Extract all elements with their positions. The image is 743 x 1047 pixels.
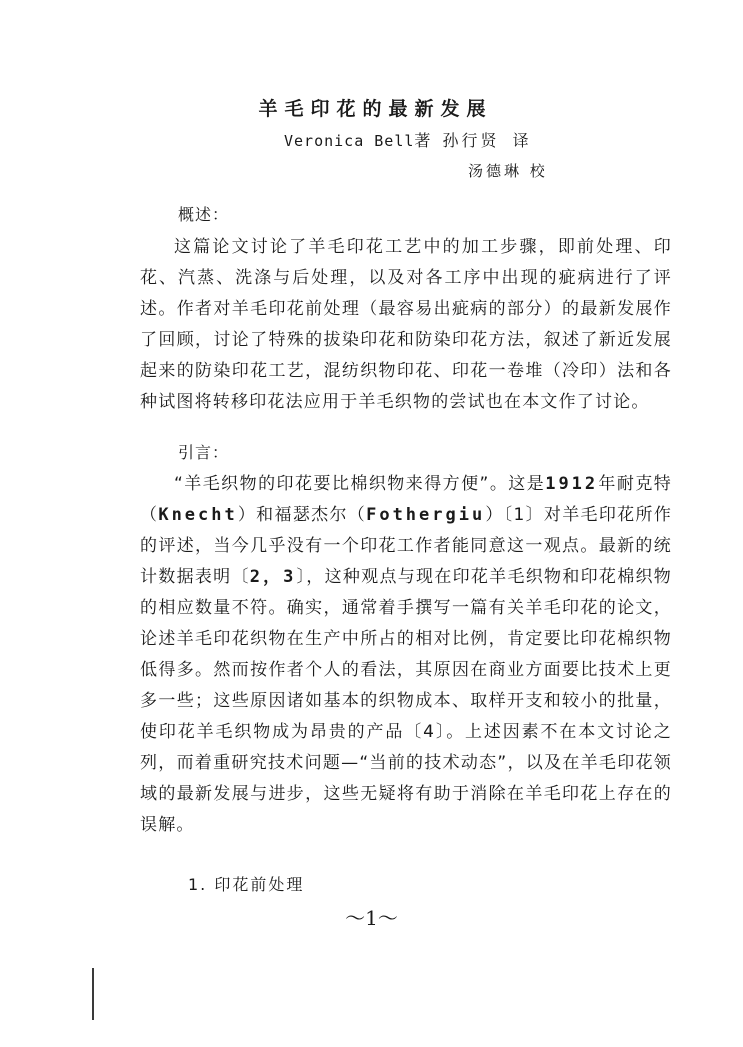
intro-text: 〕。上述因素不在本文讨论之列，而着重研究技术问题—“当前的技术动态”，以及在羊毛印花领域的最新发展与进步，这些无疑将有助于消除在羊毛印花上存在的误解。 xyxy=(140,722,672,835)
section-heading: 1. 印花前处理 xyxy=(188,875,305,894)
intro-text: 年耐克特（ xyxy=(140,474,672,525)
reviser-line: 汤德琳 校 xyxy=(468,162,548,180)
author-line xyxy=(284,128,532,151)
author-name: Veronica Bell xyxy=(284,132,415,150)
scan-margin-mark xyxy=(92,968,94,1020)
intro-text: ）〔1〕对羊毛印花所作的评述，当今几乎没有一个印花工作者能同意这一观点。最新的统计数据表明〔 xyxy=(140,505,673,587)
page-number: ～1～ xyxy=(345,906,398,930)
intro-name-fothergiu: Fothergiu xyxy=(366,505,486,525)
intro-name-knecht: Knecht xyxy=(158,505,238,525)
intro-text: “羊毛织物的印花要比棉织物来得方便”。这是 xyxy=(174,474,546,494)
author-role: 著 xyxy=(414,131,434,150)
intro-text: 〕，这种观点与现在印花羊毛织物和印花棉织物的相应数量不符。确实，通常着手撰写一篇有关羊毛印花的论文，论述羊毛印花织物在生产中所占的相对比例，肯定要比印花棉织物低得多。然而按作者个人的看法，其原因在商业方面要比技术上更多一些；这些原因诸如基本的织物成本、取样开支和较小的批量，使印花羊毛织物成为昂贵的产品〔 xyxy=(140,567,672,742)
abstract-paragraph: 这篇论文讨论了羊毛印花工艺中的加工步骤，即前处理、印花、汽蒸、洗涤与后处理，以及对各工序中出现的疵病进行了评述。作者对羊毛印花前处理（最容易出疵病的部分）的最新发展作了回顾，讨论了特殊的拔染印花和防染印花方法，叙述了新近发展起来的防染印花工艺，混纺织物印花、印花一卷堆（冷印）法和各种试图将转移印花法应用于羊毛织物的尝试也在本文作了讨论。 xyxy=(140,237,672,412)
translator-role: 译 xyxy=(512,131,532,150)
abstract-label: 概述： xyxy=(178,205,230,224)
intro-label: 引言： xyxy=(178,443,230,462)
intro-ref4: 4 xyxy=(423,722,436,742)
intro-text: ）和福瑟杰尔（ xyxy=(237,505,367,525)
document-title: 羊毛印花的最新发展 xyxy=(258,98,493,120)
translator-name: 孙行贤 xyxy=(442,131,500,150)
intro-year: 1912 xyxy=(545,474,599,494)
intro-refs: 2，3 xyxy=(249,567,297,587)
intro-paragraph xyxy=(140,469,672,841)
